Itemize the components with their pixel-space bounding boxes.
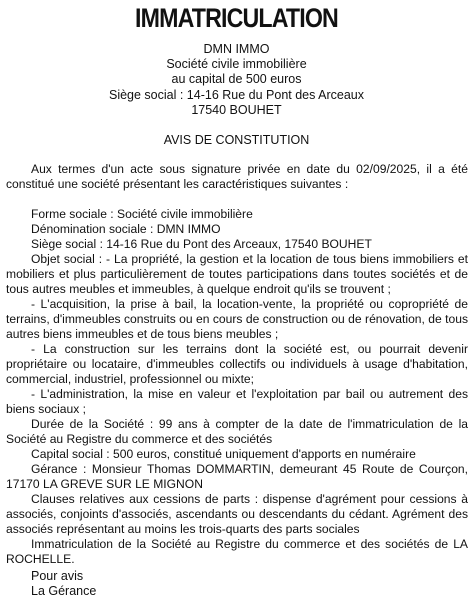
duree-societe: Durée de la Société : 99 ans à compter de la date de l'immatriculation de la Société au Registre du commerce et des sociétés <box>6 417 468 446</box>
la-gerance: La Gérance <box>31 584 97 598</box>
paragraph-spacer <box>6 192 468 207</box>
capital-social: Capital social : 500 euros, constitué uniquement d'apports en numéraire <box>31 447 416 461</box>
company-name: DMN IMMO <box>203 42 270 56</box>
company-address: Siège social : 14-16 Rue du Pont des Arceaux <box>108 87 365 102</box>
intro-paragraph: Aux termes d'un acte sous signature privée en date du 02/09/2025, il a été constitué une société présentant les caractéristiques suivantes : <box>6 162 468 191</box>
closing-signature <box>31 569 96 599</box>
clauses-cessions: Clauses relatives aux cessions de parts : dispense d'agrément pour cessions à associés, conjoints d'associés, ascendants ou descendants du cédant. Agrément des associés représentant au moins les trois-quarts des parts sociales <box>6 492 468 536</box>
denomination-sociale: Dénomination sociale : DMN IMMO <box>31 222 221 236</box>
objet-acquisition: - L'acquisition, la prise à bail, la location-vente, la propriété ou copropriété de terrains, d'immeubles construits ou en cours de construction ou de rénovation, de tous autres biens immeubles et de tous biens meubles ; <box>6 297 468 341</box>
objet-social: Objet social : - La propriété, la gestion et la location de tous biens immobiliers et mobiliers et plus particulièrement de toutes participations dans toutes sociétés et de tous autres meubles et immeubles, à quelque endroit qu'ils se trouvent ; <box>6 252 468 296</box>
siege-social: Siège social : 14-16 Rue du Pont des Arceaux, 17540 BOUHET <box>31 237 372 251</box>
section-title: AVIS DE CONSTITUTION <box>163 133 310 147</box>
notice-title: IMMATRICULATION <box>135 3 338 33</box>
objet-construction: - La construction sur les terrains dont la société est, ou pourrait devenir propriétaire ou locataire, d'immeubles collectifs ou individuels à usage d'habitation, commercial, industriel, professionnel ou mixte; <box>6 342 468 386</box>
immatriculation-rcs: Immatriculation de la Société au Registre du commerce et des sociétés de LA ROCHELLE. <box>6 537 468 566</box>
notice-body <box>6 162 468 567</box>
company-header <box>0 42 473 118</box>
objet-administration: - L'administration, la mise en valeur et l'exploitation par bail ou autrement des biens sociaux ; <box>6 387 468 416</box>
company-type: Société civile immobilière <box>166 57 307 72</box>
company-postcode: 17540 BOUHET <box>191 102 282 117</box>
company-capital: au capital de 500 euros <box>171 72 302 87</box>
gerance: Gérance : Monsieur Thomas DOMMARTIN, demeurant 45 Route de Courçon, 17170 LA GREVE SUR LE MIGNON <box>6 462 468 491</box>
forme-sociale: Forme sociale : Société civile immobilière <box>31 207 253 221</box>
pour-avis: Pour avis <box>31 569 84 583</box>
